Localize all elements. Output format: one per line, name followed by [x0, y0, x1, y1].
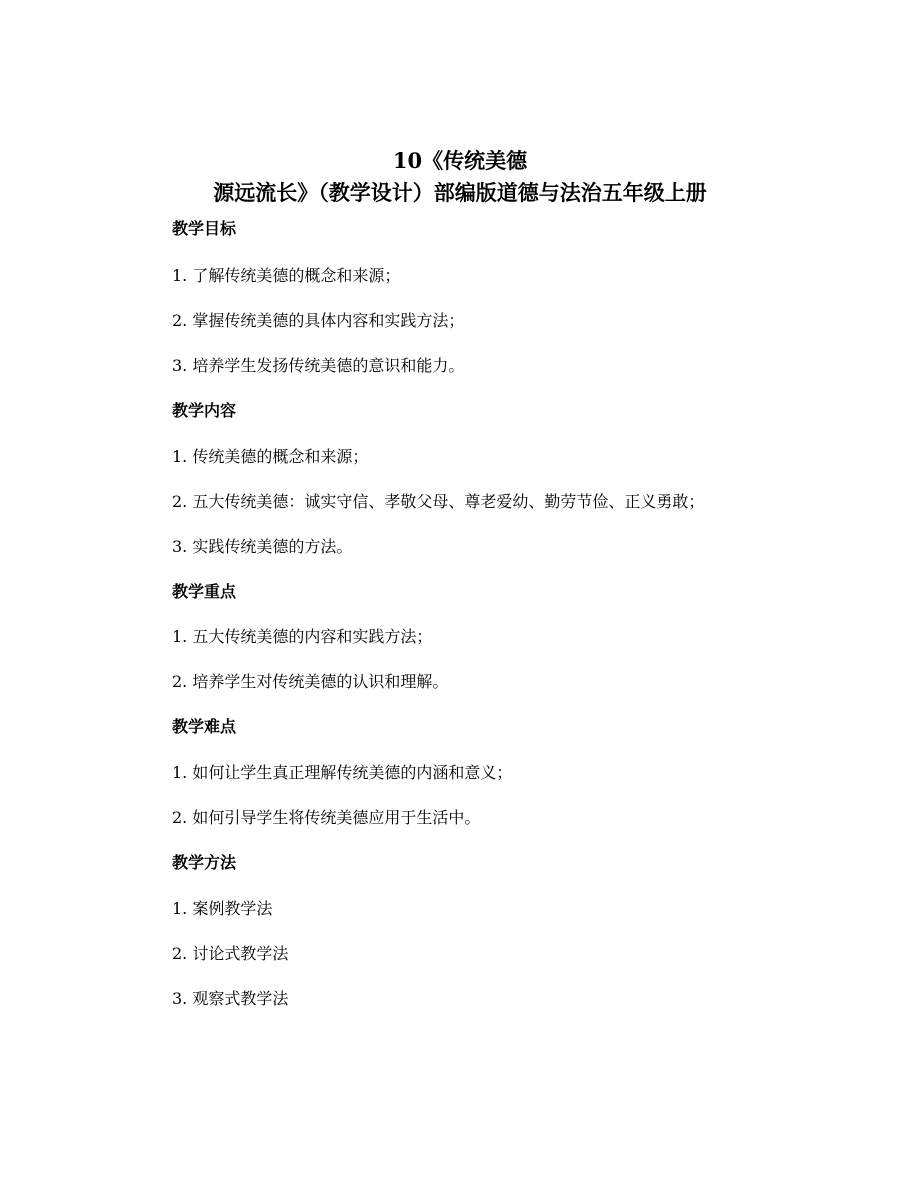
key-point-item-1: 1. 五大传统美德的内容和实践方法；: [172, 627, 433, 646]
section-heading-content: 教学内容: [172, 401, 237, 420]
key-point-item-2: 2. 培养学生对传统美德的认识和理解。: [172, 672, 449, 691]
section-heading-key-points: 教学重点: [172, 582, 237, 601]
objective-item-3: 3. 培养学生发扬传统美德的意识和能力。: [172, 356, 465, 375]
method-item-1: 1. 案例教学法: [172, 899, 273, 918]
content-item-3: 3. 实践传统美德的方法。: [172, 537, 353, 556]
difficulty-item-2: 2. 如何引导学生将传统美德应用于生活中。: [172, 808, 481, 827]
difficulty-item-1: 1. 如何让学生真正理解传统美德的内涵和意义；: [172, 763, 513, 782]
section-heading-difficulties: 教学难点: [172, 717, 237, 736]
method-item-2: 2. 讨论式教学法: [172, 944, 289, 963]
method-item-3: 3. 观察式教学法: [172, 989, 289, 1008]
section-heading-objectives: 教学目标: [172, 219, 237, 238]
objective-item-2: 2. 掌握传统美德的具体内容和实践方法；: [172, 311, 465, 330]
document-title-line-2: 源远流长》（教学设计）部编版道德与法治五年级上册: [213, 180, 707, 205]
content-item-1: 1. 传统美德的概念和来源；: [172, 447, 369, 466]
document-title-line-1: 10《传统美德: [392, 148, 528, 173]
section-heading-methods: 教学方法: [172, 853, 237, 872]
content-item-2: 2. 五大传统美德：诚实守信、孝敬父母、尊老爱幼、勤劳节俭、正义勇敢；: [172, 492, 705, 511]
objective-item-1: 1. 了解传统美德的概念和来源；: [172, 266, 401, 285]
